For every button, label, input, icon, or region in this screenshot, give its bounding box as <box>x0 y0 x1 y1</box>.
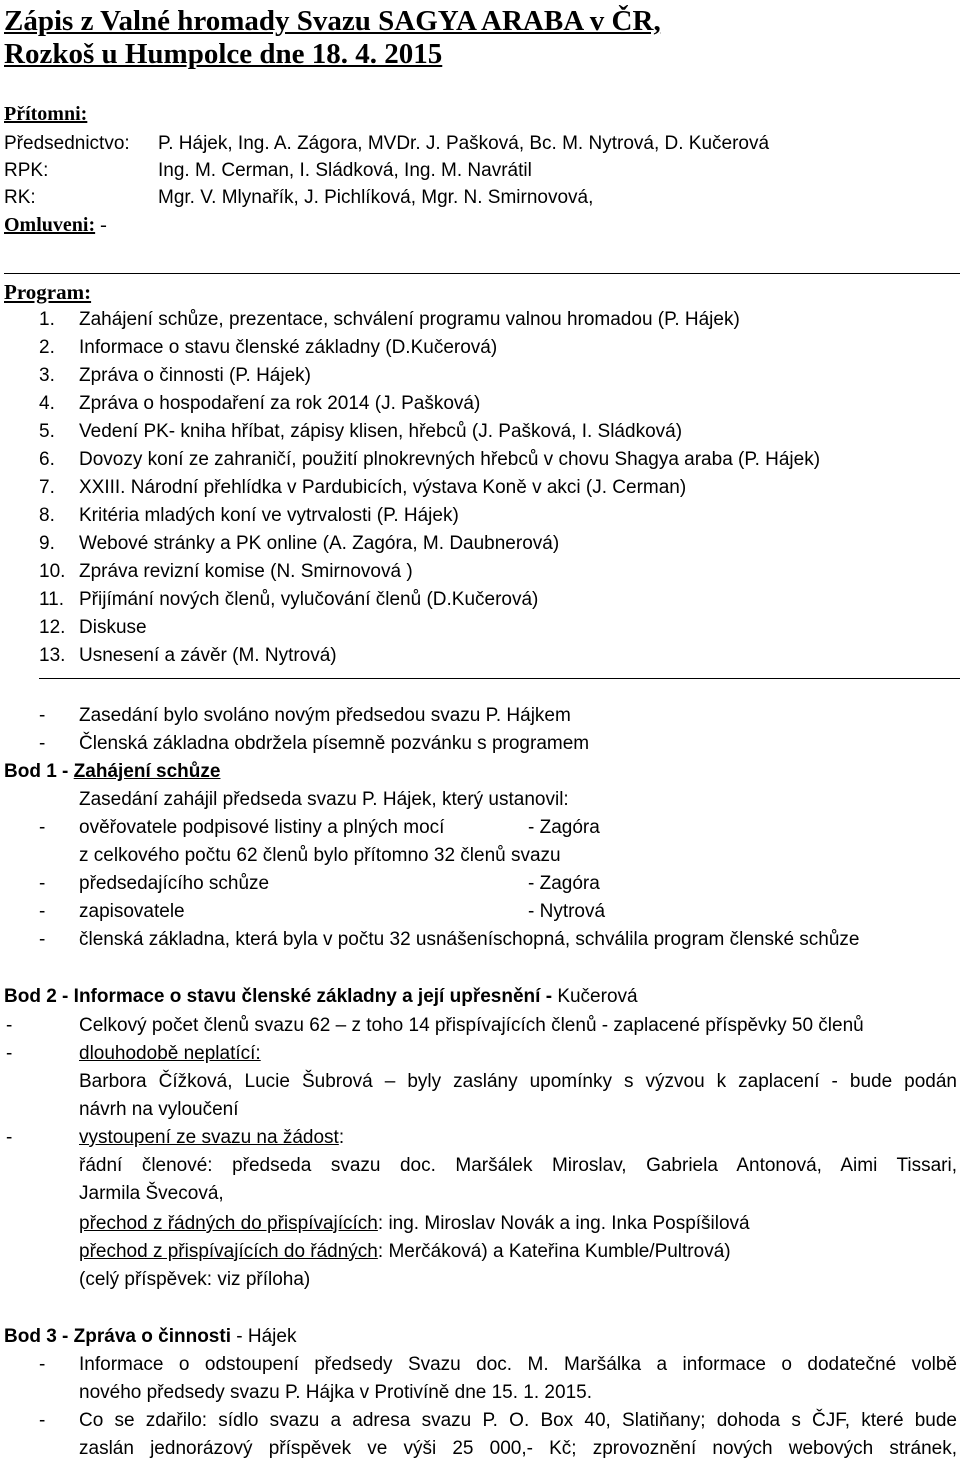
program-item-number: 9. <box>39 533 55 554</box>
bod1-recorder-who: - Nytrová <box>528 901 606 922</box>
program-item-text: Webové stránky a PK online (A. Zagóra, M. Daubnerová) <box>79 533 560 554</box>
program-item <box>39 476 686 500</box>
bod2-title: Informace o stavu členské základny a její upřesnění - <box>73 986 558 1007</box>
program-item-number: 8. <box>39 505 55 526</box>
bod3-prefix: Bod 3 - <box>4 1326 74 1347</box>
intro-text: Zasedání bylo svoláno novým předsedou svazu P. Hájkem <box>79 705 571 726</box>
bod2-transfer2-label: přechod z přispívajících do řádných <box>79 1241 378 1262</box>
divider-line <box>39 678 960 679</box>
bod1-chair: předsedajícího schůze <box>79 873 270 894</box>
program-item <box>39 644 337 668</box>
bod3-presenter: - Hájek <box>230 1326 297 1347</box>
program-item-number: 1. <box>39 309 55 330</box>
program-item-number: 7. <box>39 477 55 498</box>
program-item-text: Zpráva revizní komise (N. Smirnovová ) <box>79 561 413 582</box>
program-item-text: Zpráva o hospodaření za rok 2014 (J. Pašková) <box>79 393 481 414</box>
bod3-item2-text: zaslán jednorázový příspěvek ve výši 25 000,- Kč; zprovoznění nových webových stránek, <box>79 1438 957 1459</box>
program-item-text: Usnesení a závěr (M. Nytrová) <box>79 645 337 666</box>
program-item-number: 10. <box>39 561 66 582</box>
bod3-dash: - <box>39 1410 46 1431</box>
bod2-presenter: Kučerová <box>557 986 638 1007</box>
bod2-fee-note: (celý příspěvek: viz příloha) <box>79 1269 311 1290</box>
bod1-recorder: zapisovatele <box>79 901 185 922</box>
program-item <box>39 420 682 444</box>
bod1-count: z celkového počtu 62 členů bylo přítomno 32 členů svazu <box>79 845 561 866</box>
bod2-transfer1 <box>79 1212 750 1236</box>
program-item-text: Dovozy koní ze zahraničí, použití plnokrevných hřebců v chovu Shagya araba (P. Hájek) <box>79 449 821 470</box>
attendance-names: Ing. M. Cerman, I. Sládková, Ing. M. Navrátil <box>158 160 532 181</box>
attendance-row-presidium <box>4 132 130 156</box>
bod2-leaving-colon: : <box>338 1127 345 1148</box>
program-item-number: 5. <box>39 421 55 442</box>
program-item-number: 3. <box>39 365 55 386</box>
program-heading: Program: <box>4 280 92 304</box>
bod3-heading <box>4 1325 296 1349</box>
bod1-dash: - <box>39 901 46 922</box>
intro-dash: - <box>39 705 46 726</box>
bod2-leaving-label: vystoupení ze svazu na žádost <box>79 1127 339 1148</box>
bod2-nonpayers-text: Barbora Čížková, Lucie Šubrová – byly zaslány upomínky s výzvou k zaplacení - bude podán <box>79 1071 957 1092</box>
program-item-text: Kritéria mladých koní ve vytrvalosti (P. Hájek) <box>79 505 459 526</box>
program-item-number: 11. <box>39 589 65 610</box>
bod1-title: Zahájení schůze <box>73 761 221 782</box>
bod1-dash: - <box>39 873 46 894</box>
bod2-heading <box>4 985 638 1009</box>
bod2-transfer1-text: : ing. Miroslav Novák a ing. Inka Pospíšilová <box>377 1213 750 1234</box>
bod2-nonpayers-label: dlouhodobě neplatící: <box>79 1043 261 1064</box>
bod1-dash: - <box>39 929 46 950</box>
excused-line <box>4 213 107 237</box>
bod2-leaving-text: řádní členové: předseda svazu doc. Maršálek Miroslav, Gabriela Antonová, Aimi Tissari, <box>79 1155 957 1176</box>
divider-line <box>4 273 960 274</box>
bod2-dash: - <box>6 1043 13 1064</box>
intro-dash: - <box>39 733 46 754</box>
excused-label: Omluveni: <box>4 214 96 236</box>
program-item-text: Zahájení schůze, prezentace, schválení programu valnou hromadou (P. Hájek) <box>79 309 740 330</box>
program-item <box>39 308 740 332</box>
bod1-dash: - <box>39 817 46 838</box>
bod2-nonpayers-text: návrh na vyloučení <box>79 1099 239 1120</box>
bod2-prefix: Bod 2 - <box>4 986 74 1007</box>
program-item-number: 4. <box>39 393 55 414</box>
bod1-prefix: Bod 1 - <box>4 761 74 782</box>
bod2-transfer2-text: : Merčáková) a Kateřina Kumble/Pultrová) <box>377 1241 731 1262</box>
program-item-number: 2. <box>39 337 55 358</box>
program-item-text: Informace o stavu členské základny (D.Kučerová) <box>79 337 498 358</box>
bod2-transfer2 <box>79 1240 731 1264</box>
bod1-chair-who: - Zagóra <box>528 873 600 894</box>
bod3-dash: - <box>39 1354 46 1375</box>
program-item <box>39 364 311 388</box>
bod2-dash: - <box>6 1015 13 1036</box>
bod2-leaving-heading <box>79 1126 344 1150</box>
program-item-text: Vedení PK- kniha hříbat, zápisy klisen, hřebců (J. Pašková, I. Sládková) <box>79 421 683 442</box>
bod2-transfer1-label: přechod z řádných do přispívajících <box>79 1213 378 1234</box>
program-item <box>39 588 538 612</box>
bod3-item2-text: Co se zdařilo: sídlo svazu a adresa svazu P. O. Box 40, Slatiňany; dohoda s ČJF, které bude <box>79 1410 957 1431</box>
attendance-names: P. Hájek, Ing. A. Zágora, MVDr. J. Pašková, Bc. M. Nytrová, D. Kučerová <box>158 133 770 154</box>
bod1-verifiers: ověřovatele podpisové listiny a plných mocí <box>79 817 445 838</box>
bod2-leaving-text: Jarmila Švecová, <box>79 1183 224 1204</box>
bod3-title: Zpráva o činnosti <box>73 1326 231 1347</box>
program-item-number: 6. <box>39 449 55 470</box>
bod2-total: Celkový počet členů svazu 62 – z toho 14 přispívajících členů - zaplacené příspěvky 50 členů <box>79 1015 864 1036</box>
bod3-item1-text: Informace o odstoupení předsedy Svazu doc. M. Maršálka a informace o dodatečné volbě <box>79 1354 957 1375</box>
bod2-dash: - <box>6 1127 13 1148</box>
attendance-heading: Přítomni: <box>4 103 88 125</box>
program-item-number: 12. <box>39 617 66 638</box>
attendance-label: RPK: <box>4 160 49 181</box>
program-item-text: Přijímání nových členů, vylučování členů (D.Kučerová) <box>79 589 539 610</box>
program-item <box>39 448 820 472</box>
program-item <box>39 616 147 640</box>
document-title-line1: Zápis z Valné hromady Svazu SAGYA ARABA v ČR, <box>4 5 661 37</box>
excused-value: - <box>100 214 107 236</box>
attendance-label: RK: <box>4 187 36 208</box>
intro-text: Členská základna obdržela písemně pozvánku s programem <box>79 733 590 754</box>
program-item-number: 13. <box>39 645 66 666</box>
bod1-approval: členská základna, která byla v počtu 32 usnášeníschopná, schválila program členské schůze <box>79 929 860 950</box>
program-item-text: Zpráva o činnosti (P. Hájek) <box>79 365 311 386</box>
program-item <box>39 504 459 528</box>
bod1-verifiers-who: - Zagóra <box>528 817 600 838</box>
attendance-label: Předsednictvo: <box>4 133 130 154</box>
attendance-names: Mgr. V. Mlynařík, J. Pichlíková, Mgr. N. Smirnovová, <box>158 187 594 208</box>
program-item-text: XXIII. Národní přehlídka v Pardubicích, výstava Koně v akci (J. Cerman) <box>79 477 687 498</box>
bod1-opening: Zasedání zahájil předseda svazu P. Hájek, který ustanovil: <box>79 789 569 810</box>
bod1-heading <box>4 760 220 784</box>
program-item-text: Diskuse <box>79 617 147 638</box>
document-title-line2: Rozkoš u Humpolce dne 18. 4. 2015 <box>4 38 443 70</box>
program-item <box>39 560 413 584</box>
bod3-item1-text: nového předsedy svazu P. Hájka v Protivíně dne 15. 1. 2015. <box>79 1382 592 1403</box>
program-item <box>39 336 497 360</box>
program-item <box>39 532 559 556</box>
program-item <box>39 392 480 416</box>
